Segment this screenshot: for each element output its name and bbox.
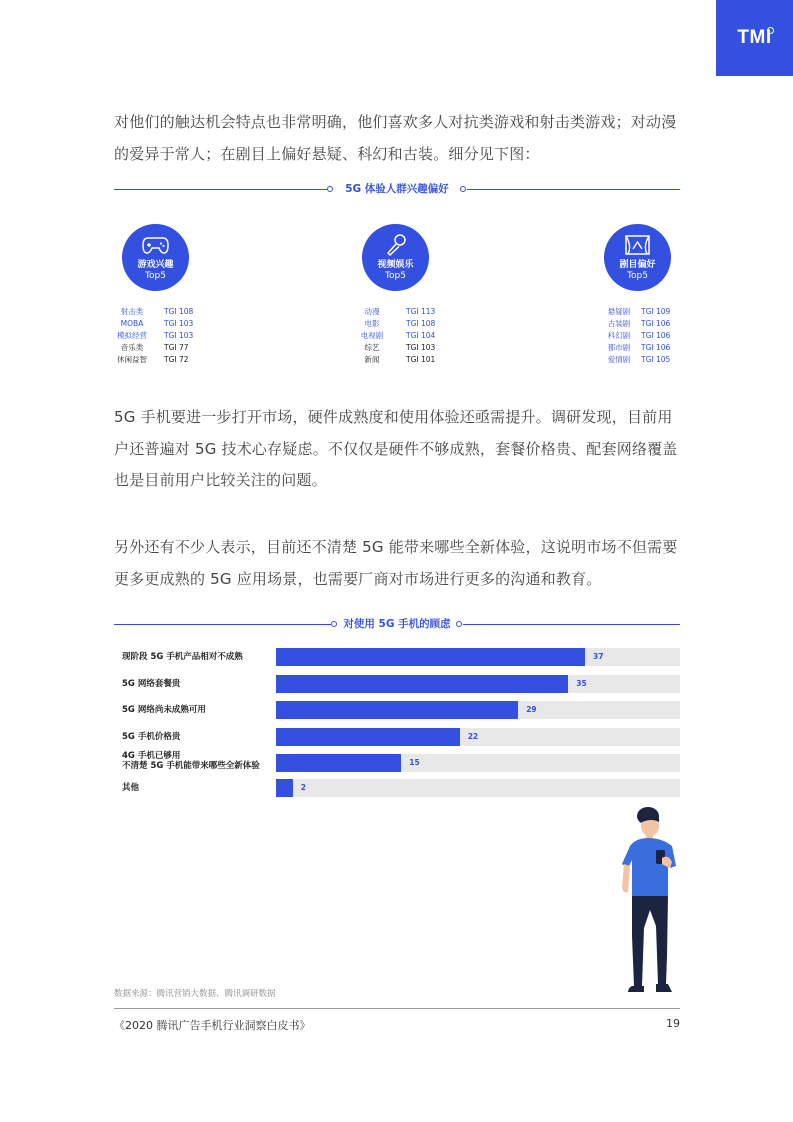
bar-value-label: 29 xyxy=(526,705,537,714)
item-tgi: TGI 103 xyxy=(406,343,436,352)
list-item xyxy=(604,306,694,318)
list-item xyxy=(604,342,694,354)
bar-label: 5G 手机价格贵 xyxy=(122,732,181,742)
bar xyxy=(276,701,518,719)
bar-value-label: 37 xyxy=(593,652,604,661)
logo-dot xyxy=(767,27,774,34)
item-name: 悬疑剧 xyxy=(607,307,631,316)
bar-track xyxy=(276,779,680,797)
bar-track xyxy=(276,675,680,693)
list-item xyxy=(604,330,694,342)
circle-subtitle: Top5 xyxy=(145,271,166,281)
section-title-text: 5G 体验人群兴趣偏好 xyxy=(345,183,449,195)
bar-track xyxy=(276,754,680,772)
bar-label: 5G 网络套餐贵 xyxy=(122,679,181,689)
hardware-paragraph: 5G 手机要进一步打开市场，硬件成熟度和使用体验还亟需提升。调研发现，目前用户还普遍对 5G 技术心存疑虑。不仅仅是硬件不够成熟，套餐价格贵、配套网络覆盖也是目前用户比较关注的问题。 xyxy=(114,408,678,489)
item-tgi: TGI 72 xyxy=(164,355,189,364)
brand-logo-text: TMI xyxy=(737,27,772,48)
list-item xyxy=(354,330,444,342)
item-tgi: TGI 103 xyxy=(164,319,194,328)
intro-paragraph: 对他们的触达机会特点也非常明确，他们喜欢多人对抗类游戏和射击类游戏；对动漫的爱异于常人；在剧目上偏好悬疑、科幻和古装。细分见下图： xyxy=(114,113,677,163)
bar-row xyxy=(114,648,680,666)
item-name: 新闻 xyxy=(364,355,380,364)
item-name: 模拟经营 xyxy=(117,331,147,340)
item-name: 音乐类 xyxy=(120,343,144,352)
item-tgi: TGI 106 xyxy=(641,319,671,328)
bar-row xyxy=(114,728,680,746)
item-name: 电影 xyxy=(364,319,380,328)
tgi-list-game xyxy=(112,306,202,366)
person-illustration xyxy=(610,806,690,998)
footer-divider xyxy=(114,1008,680,1009)
circle-subtitle: Top5 xyxy=(627,271,648,281)
gamepad-icon xyxy=(142,233,169,257)
brand-logo xyxy=(716,0,793,76)
bar xyxy=(276,675,568,693)
bar-row xyxy=(114,751,680,772)
page-number: 19 xyxy=(666,1017,680,1030)
item-name: 爱情剧 xyxy=(607,355,631,364)
item-tgi: TGI 113 xyxy=(406,307,436,316)
tgi-list-video xyxy=(354,306,444,366)
theater-icon xyxy=(624,233,651,257)
circle-video-entertainment xyxy=(362,224,429,291)
list-item xyxy=(604,354,694,366)
circle-title: 视频娱乐 xyxy=(377,260,414,270)
item-tgi: TGI 109 xyxy=(641,307,671,316)
bar-track xyxy=(276,728,680,746)
bar-label: 4G 手机已够用 不清楚 5G 手机能带来哪些全新体验 xyxy=(122,751,260,771)
list-item xyxy=(354,306,444,318)
circle-title: 游戏兴趣 xyxy=(137,260,174,270)
list-item xyxy=(112,330,202,342)
item-name: 都市剧 xyxy=(607,343,631,352)
item-tgi: TGI 77 xyxy=(164,343,189,352)
circle-drama-preference xyxy=(604,224,671,291)
item-tgi: TGI 106 xyxy=(641,331,671,340)
list-item xyxy=(112,306,202,318)
item-name: 休闲益智 xyxy=(117,355,147,364)
list-item xyxy=(354,318,444,330)
bar-row xyxy=(114,675,680,693)
list-item xyxy=(604,318,694,330)
bar-value-label: 15 xyxy=(409,758,420,767)
item-name: 科幻剧 xyxy=(607,331,631,340)
item-name: 电视剧 xyxy=(360,331,384,340)
circle-game-interest xyxy=(122,224,189,291)
circle-title: 剧目偏好 xyxy=(619,260,656,270)
bar-track xyxy=(276,648,680,666)
list-item xyxy=(112,318,202,330)
item-tgi: TGI 106 xyxy=(641,343,671,352)
bar xyxy=(276,648,585,666)
item-name: 综艺 xyxy=(364,343,380,352)
footer-title: 《2020 腾讯广告手机行业洞察白皮书》 xyxy=(114,1019,311,1032)
list-item xyxy=(112,342,202,354)
list-item xyxy=(354,342,444,354)
item-name: 射击类 xyxy=(120,307,144,316)
item-name: 动漫 xyxy=(364,307,380,316)
bar xyxy=(276,779,293,797)
item-tgi: TGI 101 xyxy=(406,355,436,364)
bar-value-label: 2 xyxy=(300,783,306,792)
circle-subtitle: Top5 xyxy=(385,271,406,281)
bar-label: 其他 xyxy=(122,783,140,793)
bar-value-label: 35 xyxy=(576,679,587,688)
microphone-icon xyxy=(382,233,409,257)
item-name: 古装剧 xyxy=(607,319,631,328)
data-source: 数据来源：腾讯营销大数据、腾讯调研数据 xyxy=(114,989,276,999)
bar-row xyxy=(114,701,680,719)
item-tgi: TGI 108 xyxy=(164,307,194,316)
bar-label: 5G 网络尚未成熟可用 xyxy=(122,705,206,715)
bar-track xyxy=(276,701,680,719)
list-item xyxy=(354,354,444,366)
item-tgi: TGI 104 xyxy=(406,331,436,340)
tgi-list-drama xyxy=(604,306,694,366)
item-tgi: TGI 103 xyxy=(164,331,194,340)
bar-label: 现阶段 5G 手机产品相对不成熟 xyxy=(122,652,243,662)
bar-value-label: 22 xyxy=(467,732,479,741)
bar xyxy=(276,754,401,772)
item-tgi: TGI 105 xyxy=(641,355,671,364)
section-concerns-title xyxy=(114,617,680,631)
bar-row xyxy=(114,779,680,797)
item-name: MOBA xyxy=(120,319,144,328)
experience-paragraph: 另外还有不少人表示，目前还不清楚 5G 能带来哪些全新体验，这说明市场不但需要更多更成熟的 5G 应用场景，也需要厂商对市场进行更多的沟通和教育。 xyxy=(114,538,678,588)
section-title-text: 对使用 5G 手机的顾虑 xyxy=(343,618,451,630)
section-interest-title xyxy=(114,182,680,196)
item-tgi: TGI 108 xyxy=(406,319,436,328)
bar xyxy=(276,728,460,746)
list-item xyxy=(112,354,202,366)
